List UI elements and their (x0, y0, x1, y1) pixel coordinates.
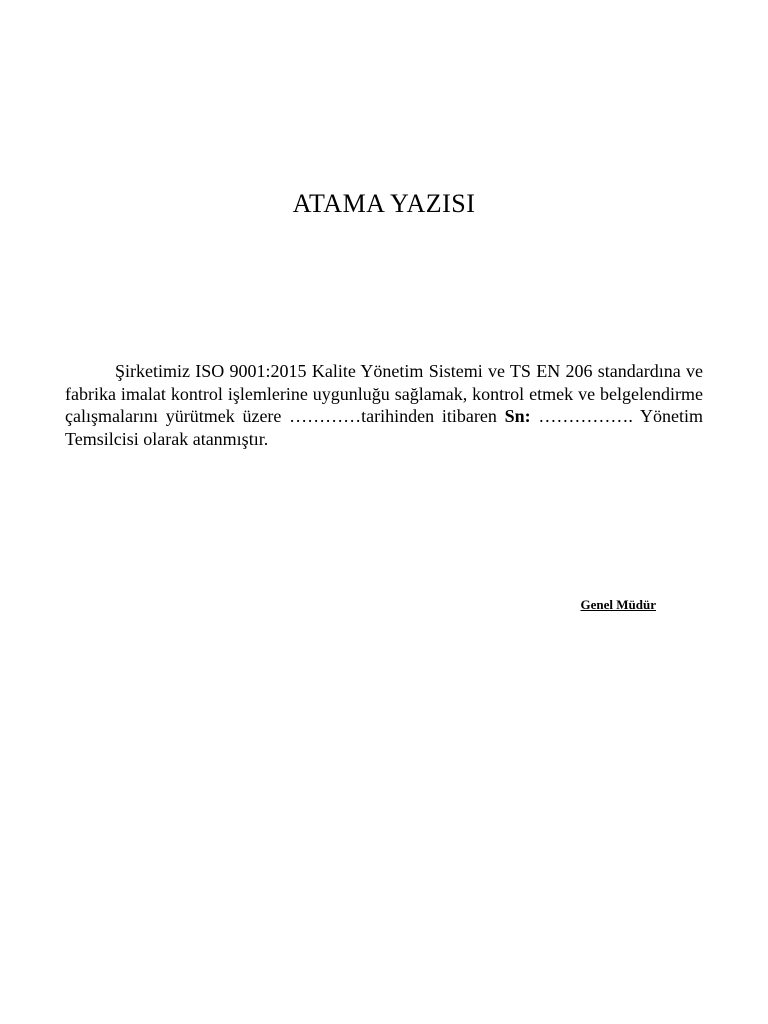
paragraph-text-start: Şirketimiz ISO 9001:2015 Kalite Yönetim Sistemi ve TS EN 206 standardına ve fabrika imalat kontrol işlemlerine uygunluğu sağlamak, kontrol etmek ve belgelendirme çalışmalarını yürütmek üzere …………tarihinden itibaren (65, 361, 703, 426)
recipient-label: Sn: (504, 406, 531, 426)
paragraph-text-end: ……………. Yönetim Temsilcisi olarak atanmıştır. (65, 406, 703, 449)
body-paragraph (65, 360, 703, 450)
signature-title: Genel Müdür (580, 597, 656, 612)
document-title: ATAMA YAZISI (292, 189, 476, 218)
